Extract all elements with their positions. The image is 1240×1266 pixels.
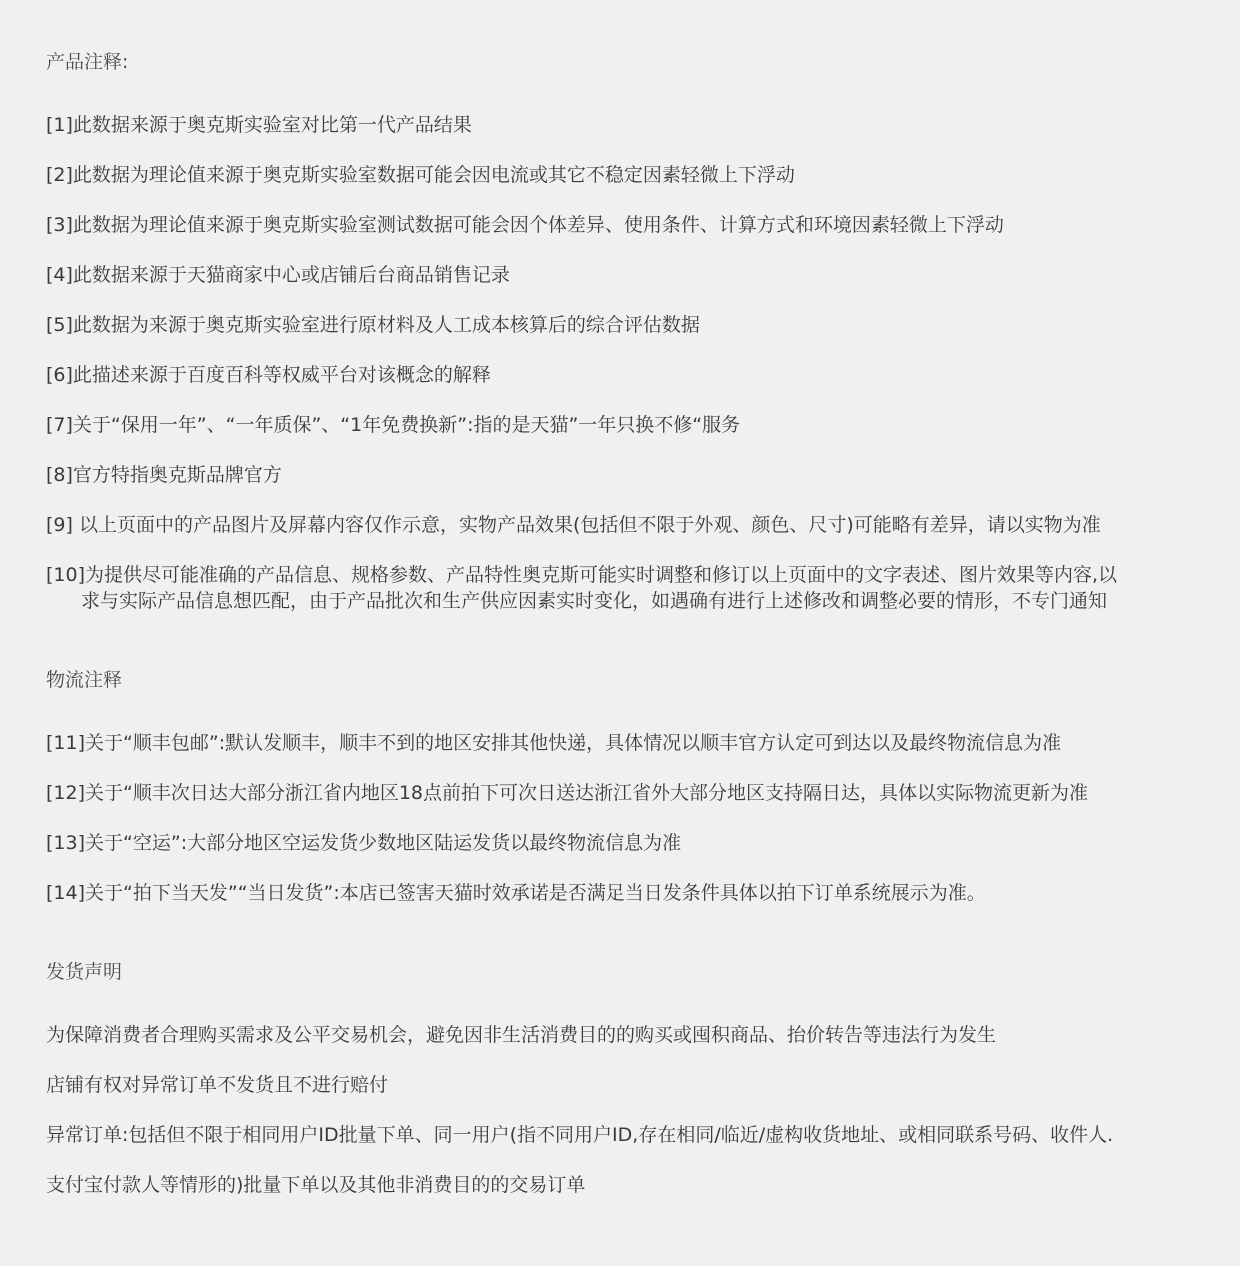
shipping-line-4: 支付宝付款人等情形的)批量下单以及其他非消费目的的交易订单 bbox=[46, 1174, 586, 1196]
note-item-6: [6]此描述来源于百度百科等权威平台对该概念的解释 bbox=[46, 364, 491, 386]
shipping-line-1: 为保障消费者合理购买需求及公平交易机会，避免因非生活消费目的的购买或囤积商品、抬价转告等违法行为发生 bbox=[46, 1024, 997, 1046]
note-item-1: [1]此数据来源于奥克斯实验室对比第一代产品结果 bbox=[46, 114, 472, 136]
note-item-7: [7]关于“保用一年”、“一年质保”、“1年免费换新”:指的是天猫”一年只换不修“服务 bbox=[46, 414, 741, 436]
logistics-item-14: [14]关于“拍下当天发”“当日发货”:本店已签害天猫时效承诺是否满足当日发条件具体以拍下订单系统展示为准。 bbox=[46, 882, 986, 904]
note-item-10-line-2: 求与实际产品信息想匹配，由于产品批次和生产供应因素实时变化，如遇确有进行上述修改和调整必要的情形，不专门通知 bbox=[81, 590, 1108, 612]
note-item-10-line-1: [10]为提供尽可能准确的产品信息、规格参数、产品特性奥克斯可能实时调整和修订以上页面中的文字表述、图片效果等内容,以 bbox=[46, 564, 1118, 586]
note-item-8: [8]官方特指奥克斯品牌官方 bbox=[46, 464, 282, 486]
logistics-item-13: [13]关于“空运”:大部分地区空运发货少数地区陆运发货以最终物流信息为准 bbox=[46, 832, 682, 854]
note-item-4: [4]此数据来源于天猫商家中心或店铺后台商品销售记录 bbox=[46, 264, 510, 286]
note-item-2: [2]此数据为理论值来源于奥克斯实验室数据可能会因电流或其它不稳定因素轻微上下浮动 bbox=[46, 164, 795, 186]
note-item-9: [9] 以上页面中的产品图片及屏幕内容仅作示意，实物产品效果(包括但不限于外观、颜色、尺寸)可能略有差异，请以实物为准 bbox=[46, 514, 1101, 536]
note-item-10 bbox=[46, 562, 1200, 614]
note-item-3: [3]此数据为理论值来源于奥克斯实验室测试数据可能会因个体差异、使用条件、计算方式和环境因素轻微上下浮动 bbox=[46, 214, 1004, 236]
logistics-item-12: [12]关于“顺丰次日达大部分浙江省内地区18点前拍下可次日送达浙江省外大部分地区支持隔日达，具体以实际物流更新为准 bbox=[46, 782, 1089, 804]
note-item-5: [5]此数据为来源于奥克斯实验室进行原材料及人工成本核算后的综合评估数据 bbox=[46, 314, 700, 336]
shipping-line-2: 店铺有权对异常订单不发货且不进行赔付 bbox=[46, 1074, 389, 1096]
logistics-item-11: [11]关于“顺丰包邮”:默认发顺丰，顺丰不到的地区安排其他快递，具体情况以顺丰官方认定可到达以及最终物流信息为准 bbox=[46, 732, 1062, 754]
shipping-statement-title: 发货声明 bbox=[46, 961, 123, 983]
product-notes-title: 产品注释: bbox=[46, 51, 129, 73]
shipping-line-3: 异常订单:包括但不限于相同用户ID批量下单、同一用户(指不同用户ID,存在相同/临近/虚构收货地址、或相同联系号码、收件人. bbox=[46, 1124, 1114, 1146]
logistics-notes-title: 物流注释 bbox=[46, 669, 123, 691]
